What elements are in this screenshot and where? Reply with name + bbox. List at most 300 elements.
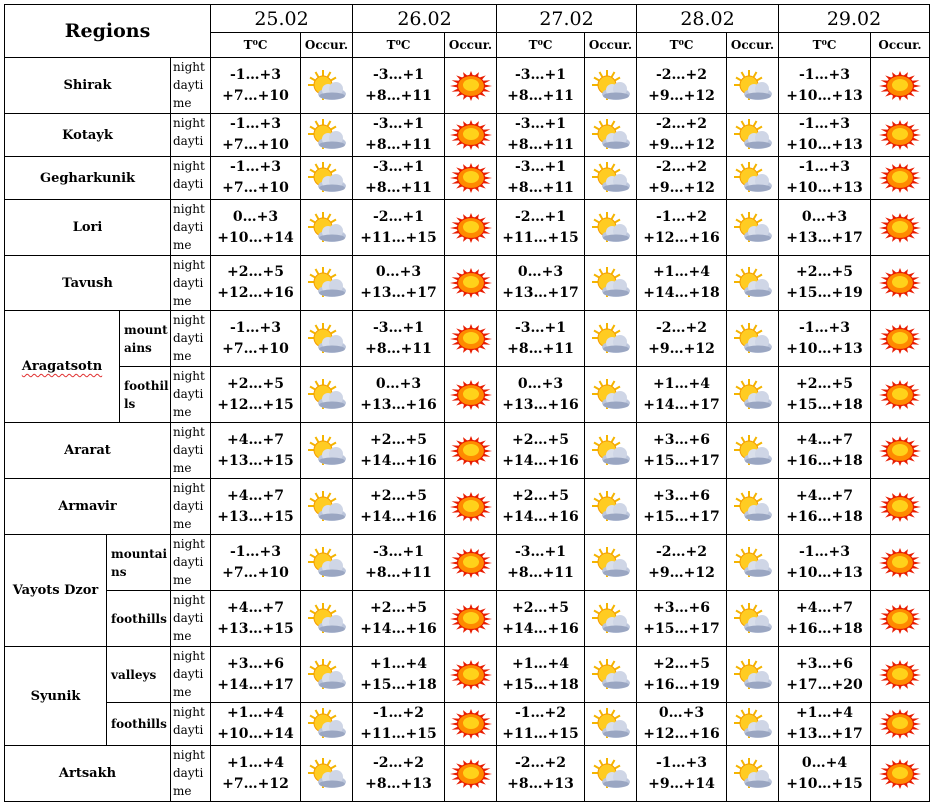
- temperature-cell: [353, 256, 445, 311]
- forecast-table: [4, 4, 930, 802]
- region-name: Gegharkunik: [5, 157, 171, 200]
- partly-cloudy-icon: [727, 746, 779, 802]
- region-name: Shirak: [5, 58, 171, 114]
- day-temp: +16…+18: [786, 508, 863, 525]
- night-temp: -1…+3: [656, 754, 708, 771]
- sun-icon: [445, 746, 497, 802]
- day-temp: +7…+10: [222, 564, 289, 581]
- subregion-name: foothills: [107, 591, 171, 647]
- partly-cloudy-icon: [301, 591, 353, 647]
- sun-icon: [871, 157, 930, 200]
- night-temp: +4…+7: [796, 599, 853, 616]
- day-temp: +15…+19: [786, 285, 863, 301]
- partly-cloudy-icon: [727, 256, 779, 311]
- night-temp: +2…+5: [227, 264, 284, 280]
- temperature-cell: [779, 703, 871, 746]
- partly-cloudy-icon: [585, 200, 637, 256]
- region-name: Armavir: [5, 479, 171, 535]
- sun-icon: [871, 479, 930, 535]
- night-day-label: night daytime: [171, 647, 211, 703]
- region-name: Kotayk: [5, 114, 171, 157]
- temperature-cell: [497, 479, 585, 535]
- day-temp: +8…+11: [365, 87, 432, 104]
- sun-icon: [445, 58, 497, 114]
- occurrence-column-header: Occur.: [871, 33, 930, 58]
- partly-cloudy-icon: [727, 591, 779, 647]
- partly-cloudy-icon: [585, 647, 637, 703]
- temperature-cell: [211, 423, 301, 479]
- temperature-cell: [637, 423, 727, 479]
- night-temp: -1…+3: [230, 159, 282, 175]
- temperature-cell: [497, 647, 585, 703]
- day-temp: +13…+17: [502, 285, 579, 301]
- night-temp: +2…+5: [370, 487, 427, 504]
- night-temp: -1…+3: [799, 319, 851, 336]
- night-temp: +2…+5: [512, 599, 569, 616]
- partly-cloudy-icon: [727, 535, 779, 591]
- night-temp: -1…+3: [230, 66, 282, 83]
- day-temp: +9…+12: [648, 87, 715, 104]
- temperature-cell: [353, 157, 445, 200]
- sun-icon: [445, 114, 497, 157]
- night-temp: -1…+2: [373, 705, 425, 721]
- subregion-name: mountains: [120, 311, 171, 367]
- temperature-cell: [779, 746, 871, 802]
- occurrence-column-header: Occur.: [727, 33, 779, 58]
- region-name: Vayots Dzor: [5, 535, 107, 647]
- temperature-cell: [637, 114, 727, 157]
- day-temp: +15…+18: [786, 396, 863, 413]
- day-temp: +14…+16: [502, 452, 579, 469]
- partly-cloudy-icon: [301, 58, 353, 114]
- temperature-cell: [353, 591, 445, 647]
- temperature-cell: [779, 311, 871, 367]
- temperature-cell: [353, 200, 445, 256]
- day-temp: +7…+10: [222, 87, 289, 104]
- night-temp: +2…+5: [370, 431, 427, 448]
- day-temp: +10…+15: [786, 775, 863, 792]
- night-day-label: night dayti: [171, 703, 211, 746]
- day-temp: +13…+15: [217, 508, 294, 525]
- night-temp: -3…+1: [515, 66, 567, 83]
- night-temp: +2…+5: [370, 599, 427, 616]
- sun-icon: [445, 200, 497, 256]
- day-temp: +8…+13: [507, 775, 574, 792]
- partly-cloudy-icon: [585, 746, 637, 802]
- day-temp: +8…+11: [507, 87, 574, 104]
- temperature-cell: [497, 535, 585, 591]
- night-temp: +2…+5: [512, 431, 569, 448]
- day-temp: +14…+17: [643, 396, 720, 413]
- partly-cloudy-icon: [301, 311, 353, 367]
- day-temp: +13…+17: [360, 285, 437, 301]
- temperature-cell: [211, 58, 301, 114]
- temp-column-header: T⁰C: [497, 33, 585, 58]
- temperature-cell: [779, 157, 871, 200]
- temperature-cell: [353, 703, 445, 746]
- night-temp: +3…+6: [653, 431, 710, 448]
- day-temp: +13…+16: [360, 396, 437, 413]
- partly-cloudy-icon: [301, 157, 353, 200]
- night-temp: -1…+3: [230, 543, 282, 560]
- temperature-cell: [211, 535, 301, 591]
- night-day-label: night dayti: [171, 157, 211, 200]
- temperature-cell: [779, 200, 871, 256]
- temperature-cell: [779, 58, 871, 114]
- partly-cloudy-icon: [301, 703, 353, 746]
- sun-icon: [871, 423, 930, 479]
- temperature-cell: [211, 311, 301, 367]
- day-temp: +16…+18: [786, 620, 863, 637]
- sun-icon: [445, 311, 497, 367]
- night-temp: +2…+5: [796, 264, 853, 280]
- partly-cloudy-icon: [301, 647, 353, 703]
- night-temp: 0…+4: [801, 754, 848, 771]
- day-temp: +10…+13: [786, 340, 863, 357]
- night-temp: 0…+3: [517, 264, 564, 280]
- date-header: 28.02: [637, 5, 779, 33]
- sun-icon: [445, 591, 497, 647]
- day-temp: +9…+12: [648, 564, 715, 581]
- day-temp: +13…+15: [217, 452, 294, 469]
- day-temp: +12…+16: [643, 726, 720, 742]
- temperature-cell: [211, 114, 301, 157]
- temperature-cell: [779, 256, 871, 311]
- partly-cloudy-icon: [301, 746, 353, 802]
- night-temp: +1…+4: [227, 705, 284, 721]
- partly-cloudy-icon: [585, 157, 637, 200]
- sun-icon: [445, 157, 497, 200]
- partly-cloudy-icon: [301, 479, 353, 535]
- day-temp: +10…+13: [786, 564, 863, 581]
- region-name: Lori: [5, 200, 171, 256]
- partly-cloudy-icon: [585, 479, 637, 535]
- sun-icon: [871, 591, 930, 647]
- night-temp: +2…+5: [512, 487, 569, 504]
- day-temp: +7…+10: [222, 340, 289, 357]
- temperature-cell: [497, 423, 585, 479]
- night-temp: -2…+2: [515, 754, 567, 771]
- night-temp: +2…+5: [653, 655, 710, 672]
- region-name: Ararat: [5, 423, 171, 479]
- region-row: [5, 157, 930, 200]
- day-temp: +15…+18: [502, 676, 579, 693]
- night-temp: +4…+7: [227, 599, 284, 616]
- temperature-cell: [637, 256, 727, 311]
- region-row: [5, 367, 930, 423]
- day-temp: +9…+12: [648, 137, 715, 153]
- temperature-cell: [637, 479, 727, 535]
- night-temp: 0…+3: [232, 208, 279, 225]
- day-temp: +8…+11: [507, 180, 574, 196]
- night-day-label: night daytime: [171, 535, 211, 591]
- night-temp: -1…+3: [230, 319, 282, 336]
- day-temp: +14…+16: [502, 620, 579, 637]
- temperature-cell: [211, 746, 301, 802]
- temperature-cell: [637, 367, 727, 423]
- night-temp: +4…+7: [796, 431, 853, 448]
- sun-icon: [871, 311, 930, 367]
- night-temp: +3…+6: [227, 655, 284, 672]
- sun-icon: [871, 114, 930, 157]
- day-temp: +7…+12: [222, 775, 289, 792]
- day-temp: +8…+11: [507, 564, 574, 581]
- night-temp: -2…+2: [656, 543, 708, 560]
- temperature-cell: [637, 591, 727, 647]
- night-temp: -2…+1: [373, 208, 425, 225]
- temperature-cell: [497, 256, 585, 311]
- day-temp: +15…+17: [643, 508, 720, 525]
- night-temp: -3…+1: [515, 543, 567, 560]
- partly-cloudy-icon: [585, 367, 637, 423]
- night-temp: -3…+1: [373, 319, 425, 336]
- night-day-label: night daytime: [171, 256, 211, 311]
- temp-column-header: T⁰C: [353, 33, 445, 58]
- sun-icon: [871, 703, 930, 746]
- day-temp: +9…+12: [648, 340, 715, 357]
- date-header: 29.02: [779, 5, 930, 33]
- night-temp: +1…+4: [370, 655, 427, 672]
- night-day-label: night daytime: [171, 311, 211, 367]
- night-day-label: night daytime: [171, 591, 211, 647]
- region-row: [5, 647, 930, 703]
- night-day-label: night daytime: [171, 200, 211, 256]
- day-temp: +9…+12: [648, 180, 715, 196]
- temp-column-header: T⁰C: [637, 33, 727, 58]
- region-row: [5, 256, 930, 311]
- temperature-cell: [497, 200, 585, 256]
- partly-cloudy-icon: [727, 58, 779, 114]
- temperature-cell: [497, 703, 585, 746]
- temperature-cell: [637, 157, 727, 200]
- day-temp: +13…+16: [502, 396, 579, 413]
- day-temp: +8…+11: [507, 137, 574, 153]
- temperature-cell: [497, 58, 585, 114]
- day-temp: +14…+16: [360, 452, 437, 469]
- day-temp: +14…+18: [643, 285, 720, 301]
- night-day-label: night daytime: [171, 367, 211, 423]
- day-temp: +10…+14: [217, 726, 294, 742]
- partly-cloudy-icon: [727, 703, 779, 746]
- night-temp: -3…+1: [373, 159, 425, 175]
- region-name: Syunik: [5, 647, 107, 746]
- partly-cloudy-icon: [727, 479, 779, 535]
- sun-icon: [445, 479, 497, 535]
- night-temp: -1…+2: [656, 208, 708, 225]
- sun-icon: [445, 256, 497, 311]
- partly-cloudy-icon: [727, 647, 779, 703]
- partly-cloudy-icon: [301, 200, 353, 256]
- temperature-cell: [497, 746, 585, 802]
- day-temp: +7…+10: [222, 137, 289, 153]
- day-temp: +13…+15: [217, 620, 294, 637]
- night-day-label: night daytime: [171, 746, 211, 802]
- day-temp: +10…+13: [786, 180, 863, 196]
- temperature-cell: [497, 591, 585, 647]
- region-name: Tavush: [5, 256, 171, 311]
- night-temp: +2…+5: [796, 375, 853, 392]
- night-temp: -1…+3: [799, 543, 851, 560]
- day-temp: +12…+15: [217, 396, 294, 413]
- region-row: [5, 535, 930, 591]
- sun-icon: [871, 535, 930, 591]
- sun-icon: [871, 256, 930, 311]
- sun-icon: [445, 367, 497, 423]
- night-temp: +1…+4: [227, 754, 284, 771]
- temperature-cell: [211, 367, 301, 423]
- day-temp: +8…+11: [365, 180, 432, 196]
- night-day-label: night daytime: [171, 58, 211, 114]
- night-temp: -1…+2: [515, 705, 567, 721]
- temperature-cell: [779, 535, 871, 591]
- day-temp: +17…+20: [786, 676, 863, 693]
- temperature-cell: [211, 703, 301, 746]
- region-row: [5, 58, 930, 114]
- temperature-cell: [779, 367, 871, 423]
- sun-icon: [445, 535, 497, 591]
- partly-cloudy-icon: [585, 256, 637, 311]
- day-temp: +10…+13: [786, 87, 863, 104]
- day-temp: +8…+13: [365, 775, 432, 792]
- partly-cloudy-icon: [301, 256, 353, 311]
- day-temp: +11…+15: [360, 726, 437, 742]
- temperature-cell: [353, 746, 445, 802]
- temperature-cell: [211, 157, 301, 200]
- night-temp: -3…+1: [373, 66, 425, 83]
- night-temp: 0…+3: [375, 264, 422, 280]
- temperature-cell: [353, 58, 445, 114]
- temperature-cell: [637, 647, 727, 703]
- night-temp: -1…+3: [230, 116, 282, 132]
- region-row: [5, 703, 930, 746]
- temperature-cell: [637, 703, 727, 746]
- sun-icon: [871, 746, 930, 802]
- temperature-cell: [353, 535, 445, 591]
- temperature-cell: [637, 746, 727, 802]
- day-temp: +14…+16: [360, 620, 437, 637]
- partly-cloudy-icon: [585, 535, 637, 591]
- temperature-cell: [353, 367, 445, 423]
- temperature-cell: [353, 647, 445, 703]
- partly-cloudy-icon: [727, 311, 779, 367]
- temperature-cell: [353, 479, 445, 535]
- temperature-cell: [779, 479, 871, 535]
- sun-icon: [871, 647, 930, 703]
- temperature-cell: [211, 647, 301, 703]
- day-temp: +11…+15: [360, 229, 437, 246]
- temperature-cell: [637, 200, 727, 256]
- temperature-cell: [211, 256, 301, 311]
- night-temp: -1…+3: [799, 159, 851, 175]
- partly-cloudy-icon: [301, 423, 353, 479]
- night-temp: -3…+1: [515, 319, 567, 336]
- temperature-cell: [211, 200, 301, 256]
- night-temp: -3…+1: [373, 543, 425, 560]
- region-name: Aragatsotn: [5, 311, 120, 423]
- region-name: Artsakh: [5, 746, 171, 802]
- day-temp: +14…+16: [502, 508, 579, 525]
- night-temp: +1…+4: [512, 655, 569, 672]
- day-temp: +8…+11: [365, 137, 432, 153]
- night-temp: +1…+4: [796, 705, 853, 721]
- day-temp: +15…+17: [643, 452, 720, 469]
- sun-icon: [871, 58, 930, 114]
- partly-cloudy-icon: [727, 423, 779, 479]
- night-temp: -3…+1: [373, 116, 425, 132]
- date-header: 27.02: [497, 5, 637, 33]
- temperature-cell: [637, 311, 727, 367]
- temperature-cell: [779, 591, 871, 647]
- night-temp: -3…+1: [515, 116, 567, 132]
- sun-icon: [445, 423, 497, 479]
- day-temp: +16…+19: [643, 676, 720, 693]
- day-temp: +9…+14: [648, 775, 715, 792]
- day-temp: +12…+16: [217, 285, 294, 301]
- day-temp: +11…+15: [502, 229, 579, 246]
- partly-cloudy-icon: [585, 591, 637, 647]
- partly-cloudy-icon: [585, 311, 637, 367]
- date-header: 25.02: [211, 5, 353, 33]
- temperature-cell: [497, 367, 585, 423]
- night-temp: 0…+3: [658, 705, 705, 721]
- temperature-cell: [637, 535, 727, 591]
- partly-cloudy-icon: [585, 58, 637, 114]
- night-temp: 0…+3: [801, 208, 848, 225]
- night-temp: 0…+3: [517, 375, 564, 392]
- night-temp: -3…+1: [515, 159, 567, 175]
- sun-icon: [445, 647, 497, 703]
- temp-column-header: T⁰C: [779, 33, 871, 58]
- night-temp: +3…+6: [653, 599, 710, 616]
- regions-header: Regions: [5, 5, 211, 58]
- temperature-cell: [353, 423, 445, 479]
- night-temp: -2…+2: [373, 754, 425, 771]
- day-temp: +14…+17: [217, 676, 294, 693]
- night-temp: -2…+1: [515, 208, 567, 225]
- night-temp: -2…+2: [656, 319, 708, 336]
- partly-cloudy-icon: [727, 367, 779, 423]
- night-temp: +2…+5: [227, 375, 284, 392]
- night-temp: -2…+2: [656, 116, 708, 132]
- temperature-cell: [497, 311, 585, 367]
- night-temp: -2…+2: [656, 66, 708, 83]
- region-row: [5, 423, 930, 479]
- subregion-name: mountains: [107, 535, 171, 591]
- day-temp: +13…+17: [786, 229, 863, 246]
- temperature-cell: [497, 114, 585, 157]
- day-temp: +10…+13: [786, 137, 863, 153]
- sun-icon: [445, 703, 497, 746]
- night-temp: +1…+4: [653, 375, 710, 392]
- partly-cloudy-icon: [585, 423, 637, 479]
- occurrence-column-header: Occur.: [301, 33, 353, 58]
- day-temp: +12…+16: [643, 229, 720, 246]
- day-temp: +16…+18: [786, 452, 863, 469]
- temperature-cell: [779, 114, 871, 157]
- temp-column-header: T⁰C: [211, 33, 301, 58]
- partly-cloudy-icon: [585, 114, 637, 157]
- region-row: [5, 591, 930, 647]
- night-temp: 0…+3: [375, 375, 422, 392]
- day-temp: +14…+16: [360, 508, 437, 525]
- partly-cloudy-icon: [585, 703, 637, 746]
- partly-cloudy-icon: [727, 157, 779, 200]
- night-temp: +4…+7: [796, 487, 853, 504]
- day-temp: +10…+14: [217, 229, 294, 246]
- partly-cloudy-icon: [727, 200, 779, 256]
- temperature-cell: [497, 157, 585, 200]
- partly-cloudy-icon: [727, 114, 779, 157]
